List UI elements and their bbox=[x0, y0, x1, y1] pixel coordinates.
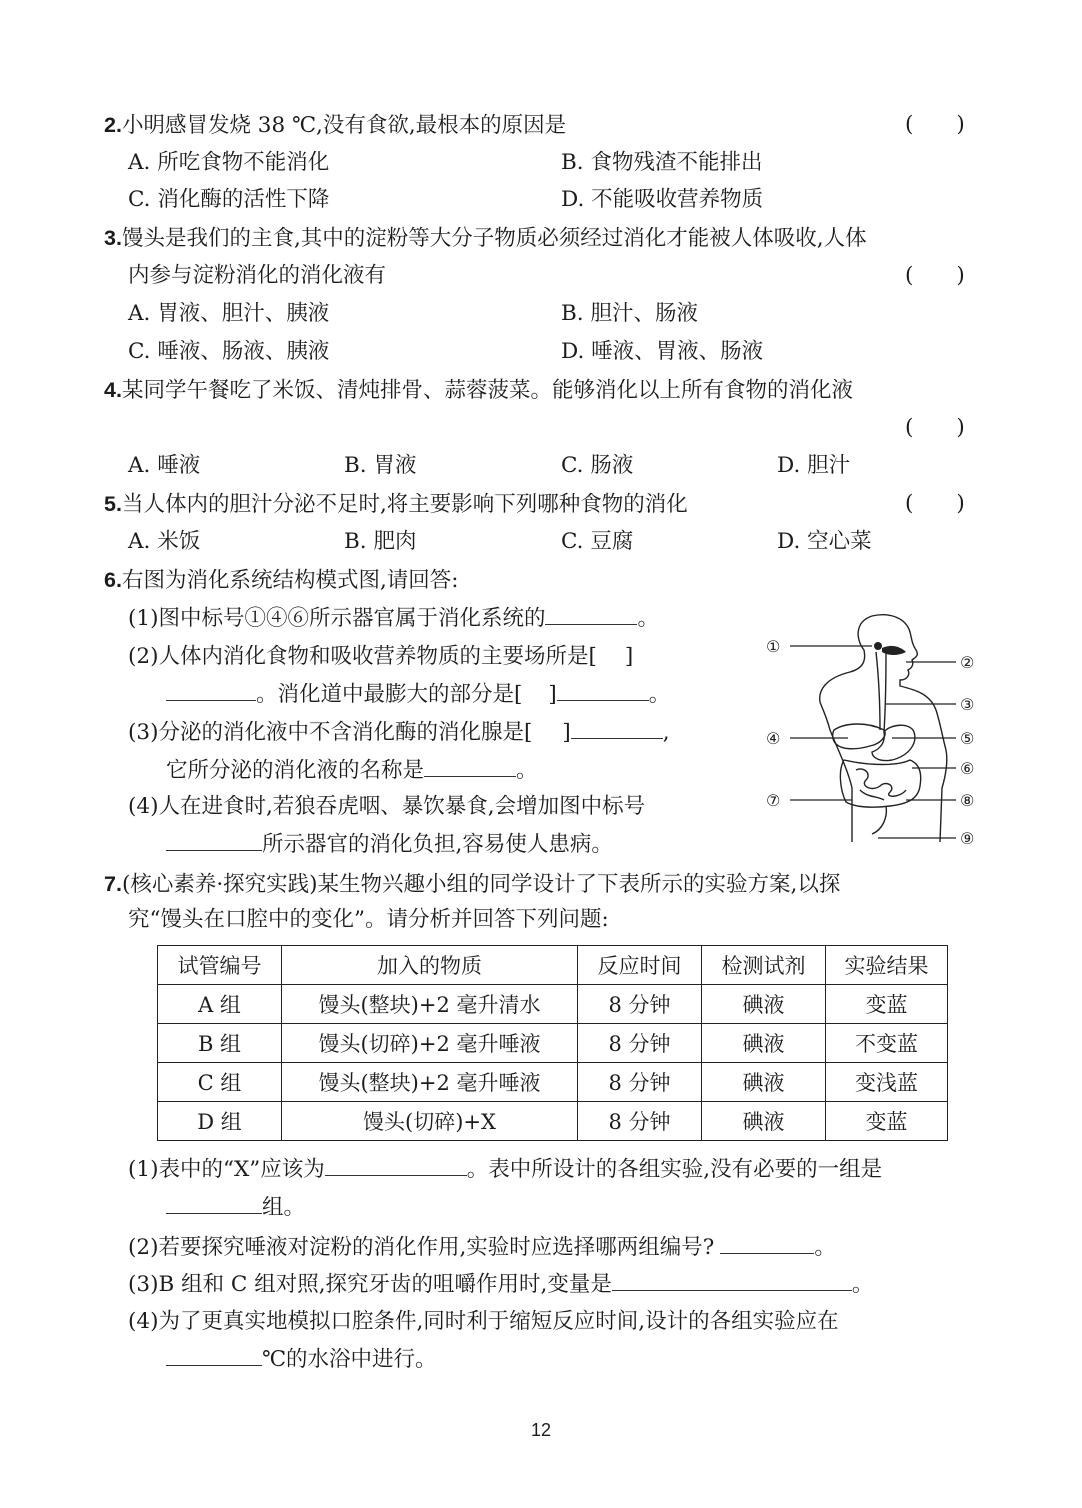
liver bbox=[833, 724, 885, 749]
q4-answer-paren: ( ) bbox=[905, 415, 965, 440]
q7-part1-text: (1)表中的“X”应该为 bbox=[128, 1157, 325, 1182]
table-cell: D 组 bbox=[158, 1102, 282, 1141]
rectum bbox=[872, 806, 886, 834]
table-cell: 碘液 bbox=[702, 1063, 826, 1102]
q6-part4-line2 bbox=[166, 830, 613, 860]
experiment-table bbox=[157, 945, 948, 1141]
q3-stem-text1: 馒头是我们的主食,其中的淀粉等大分子物质必须经过消化才能被人体吸收,人体 bbox=[121, 226, 867, 251]
label-4: ④ bbox=[766, 729, 781, 748]
q2-number: 2. bbox=[104, 113, 122, 137]
label-7: ⑦ bbox=[766, 791, 781, 810]
q7-part2-blank[interactable] bbox=[720, 1233, 814, 1254]
label-3: ③ bbox=[960, 695, 975, 714]
q6-part2-blank1[interactable] bbox=[166, 680, 256, 701]
mouth-cavity bbox=[882, 646, 906, 655]
label-5: ⑤ bbox=[960, 729, 975, 748]
table-cell: 8 分钟 bbox=[578, 1024, 702, 1063]
esophagus bbox=[876, 652, 886, 732]
q2-answer-paren: ( ) bbox=[905, 112, 965, 137]
table-header-cell: 加入的物质 bbox=[282, 946, 578, 985]
q2-option-d: D. 不能吸收营养物质 bbox=[561, 187, 764, 212]
q7-part3-end: 。 bbox=[851, 1272, 874, 1297]
q7-part4-blank[interactable] bbox=[166, 1345, 262, 1366]
q5-answer-paren: ( ) bbox=[905, 491, 965, 516]
q7-part2-end: 。 bbox=[814, 1235, 836, 1260]
q7-stem-line2: 究“馒头在口腔中的变化”。请分析并回答下列问题: bbox=[128, 907, 609, 932]
q6-part2-bracket-close: ] bbox=[624, 644, 634, 669]
table-cell: 馒头(整块)+2 毫升清水 bbox=[282, 985, 578, 1024]
table-cell: C 组 bbox=[158, 1063, 282, 1102]
page-number: 12 bbox=[530, 1420, 552, 1440]
q3-stem-line2: 内参与淀粉消化的消化液有 bbox=[128, 263, 387, 288]
q6-part4-blank[interactable] bbox=[166, 830, 262, 851]
q3-option-a: A. 胃液、胆汁、胰液 bbox=[128, 301, 330, 326]
table-cell: 变蓝 bbox=[826, 985, 948, 1024]
table-header-cell: 实验结果 bbox=[826, 946, 948, 985]
q6-part1-text: (1)图中标号①④⑥所示器官属于消化系统的 bbox=[128, 606, 546, 631]
q3-answer-paren: ( ) bbox=[905, 263, 965, 288]
q7-part1-blank2[interactable] bbox=[166, 1193, 262, 1214]
table-row bbox=[158, 985, 948, 1024]
digestive-system-diagram bbox=[760, 610, 990, 860]
q3-option-c: C. 唾液、肠液、胰液 bbox=[128, 339, 330, 364]
table-cell: 不变蓝 bbox=[826, 1024, 948, 1063]
q5-option-c: C. 豆腐 bbox=[561, 529, 634, 554]
q7-part3-blank[interactable] bbox=[612, 1270, 852, 1291]
q7-part1-text2: 。表中所设计的各组实验,没有必要的一组是 bbox=[466, 1157, 883, 1182]
q4-stem bbox=[104, 375, 853, 406]
table-cell: 碘液 bbox=[702, 985, 826, 1024]
q6-part3-bracket-close: ] bbox=[562, 720, 571, 745]
q5-option-b: B. 肥肉 bbox=[344, 529, 417, 554]
q4-option-d: D. 胆汁 bbox=[777, 453, 851, 478]
q7-part2 bbox=[128, 1233, 836, 1263]
q6-stem bbox=[104, 565, 459, 596]
q7-part1-line2 bbox=[166, 1193, 305, 1223]
q6-part3-blank1[interactable] bbox=[571, 718, 663, 739]
q5-stem bbox=[104, 489, 688, 520]
q7-number: 7. bbox=[104, 872, 122, 896]
table-header-cell: 检测试剂 bbox=[702, 946, 826, 985]
q7-part1-line1 bbox=[128, 1155, 882, 1185]
table-cell: 8 分钟 bbox=[578, 1102, 702, 1141]
table-cell: 8 分钟 bbox=[578, 985, 702, 1024]
q4-number: 4. bbox=[104, 378, 122, 402]
q6-stem-text: 右图为消化系统结构模式图,请回答: bbox=[121, 568, 459, 593]
table-cell: 碘液 bbox=[702, 1102, 826, 1141]
q2-option-c: C. 消化酶的活性下降 bbox=[128, 187, 330, 212]
q7-part4-line1: (4)为了更真实地模拟口腔条件,同时利于缩短反应时间,设计的各组实验应在 bbox=[128, 1309, 839, 1334]
label-1: ① bbox=[766, 637, 781, 656]
q6-part4-line1: (4)人在进食时,若狼吞虎咽、暴饮暴食,会增加图中标号 bbox=[128, 794, 646, 819]
q3-option-d: D. 唾液、胃液、肠液 bbox=[561, 339, 764, 364]
q7-part3-text: (3)B 组和 C 组对照,探究牙齿的咀嚼作用时,变量是 bbox=[128, 1272, 612, 1297]
table-header-cell: 试管编号 bbox=[158, 946, 282, 985]
q7-part4-text: ℃的水浴中进行。 bbox=[262, 1347, 437, 1372]
q7-part4-line2 bbox=[166, 1345, 437, 1375]
q3-option-b: B. 胆汁、肠液 bbox=[561, 301, 698, 326]
q7-part1-end: 组。 bbox=[262, 1195, 306, 1220]
q6-part3-text: (3)分泌的消化液中不含消化酶的消化腺是[ bbox=[128, 720, 533, 745]
table-header-cell: 反应时间 bbox=[578, 946, 702, 985]
q7-part1-blank1[interactable] bbox=[325, 1155, 467, 1176]
q6-part2-text2: 。消化道中最膨大的部分是[ bbox=[256, 682, 523, 707]
q6-part3-blank2[interactable] bbox=[424, 756, 516, 777]
q5-number: 5. bbox=[104, 492, 122, 516]
q4-option-c: C. 肠液 bbox=[561, 453, 634, 478]
q6-part3-line2 bbox=[166, 756, 538, 786]
table-cell: 馒头(整块)+2 毫升唾液 bbox=[282, 1063, 578, 1102]
table-cell: 8 分钟 bbox=[578, 1063, 702, 1102]
q2-option-b: B. 食物残渣不能排出 bbox=[561, 150, 763, 175]
table-cell: B 组 bbox=[158, 1024, 282, 1063]
small-intestine-coils bbox=[856, 769, 906, 800]
table-row bbox=[158, 1102, 948, 1141]
q6-part2-blank2[interactable] bbox=[557, 680, 649, 701]
q6-part2-line1 bbox=[128, 642, 633, 672]
q2-option-a: A. 所吃食物不能消化 bbox=[128, 150, 330, 175]
q6-part2-text: (2)人体内消化食物和吸收营养物质的主要场所是[ bbox=[128, 644, 597, 669]
q7-part3 bbox=[128, 1270, 873, 1300]
q2-stem-text: 小明感冒发烧 38 ℃,没有食欲,最根本的原因是 bbox=[121, 113, 567, 138]
q6-part2-bracket2-close: ] bbox=[548, 682, 557, 707]
q6-part1 bbox=[128, 604, 659, 634]
q6-part4-text: 所示器官的消化负担,容易使人患病。 bbox=[262, 832, 613, 857]
q2-stem bbox=[104, 110, 566, 141]
q6-part1-blank[interactable] bbox=[545, 604, 637, 625]
label-8: ⑧ bbox=[960, 791, 975, 810]
q4-stem-text: 某同学午餐吃了米饭、清炖排骨、蒜蓉菠菜。能够消化以上所有食物的消化液 bbox=[121, 378, 853, 403]
table-cell: 变浅蓝 bbox=[826, 1063, 948, 1102]
table-cell: 馒头(切碎)+2 毫升唾液 bbox=[282, 1024, 578, 1063]
q6-part3-line1 bbox=[128, 718, 670, 748]
table-row bbox=[158, 1063, 948, 1102]
q4-option-b: B. 胃液 bbox=[344, 453, 417, 478]
label-2: ② bbox=[960, 653, 975, 672]
q7-part2-text: (2)若要探究唾液对淀粉的消化作用,实验时应选择哪两组编号? bbox=[128, 1235, 715, 1260]
label-9: ⑨ bbox=[960, 829, 975, 848]
table-cell: A 组 bbox=[158, 985, 282, 1024]
q3-number: 3. bbox=[104, 226, 122, 250]
q4-option-a: A. 唾液 bbox=[128, 453, 201, 478]
q6-part2-end: 。 bbox=[648, 682, 671, 707]
q6-part3-text2: 它所分泌的消化液的名称是 bbox=[166, 758, 425, 783]
label-6: ⑥ bbox=[960, 759, 975, 778]
q6-part3-comma: , bbox=[662, 720, 670, 745]
q5-option-a: A. 米饭 bbox=[128, 529, 201, 554]
q3-stem-line1 bbox=[104, 223, 867, 254]
q6-part2-line2 bbox=[166, 680, 670, 710]
q6-number: 6. bbox=[104, 568, 122, 592]
q6-part1-end: 。 bbox=[637, 606, 659, 631]
table-row bbox=[158, 1024, 948, 1063]
salivary-gland bbox=[874, 642, 882, 650]
q6-part3-end: 。 bbox=[516, 758, 538, 783]
q5-option-d: D. 空心菜 bbox=[777, 529, 872, 554]
table-header-row bbox=[158, 946, 948, 985]
table-cell: 馒头(切碎)+X bbox=[282, 1102, 578, 1141]
q7-stem-text1: (核心素养·探究实践)某生物兴趣小组的同学设计了下表所示的实验方案,以探 bbox=[121, 872, 841, 897]
q7-stem-line1 bbox=[104, 869, 840, 900]
q5-stem-text: 当人体内的胆汁分泌不足时,将主要影响下列哪种食物的消化 bbox=[121, 492, 688, 517]
table-cell: 碘液 bbox=[702, 1024, 826, 1063]
table-cell: 变蓝 bbox=[826, 1102, 948, 1141]
